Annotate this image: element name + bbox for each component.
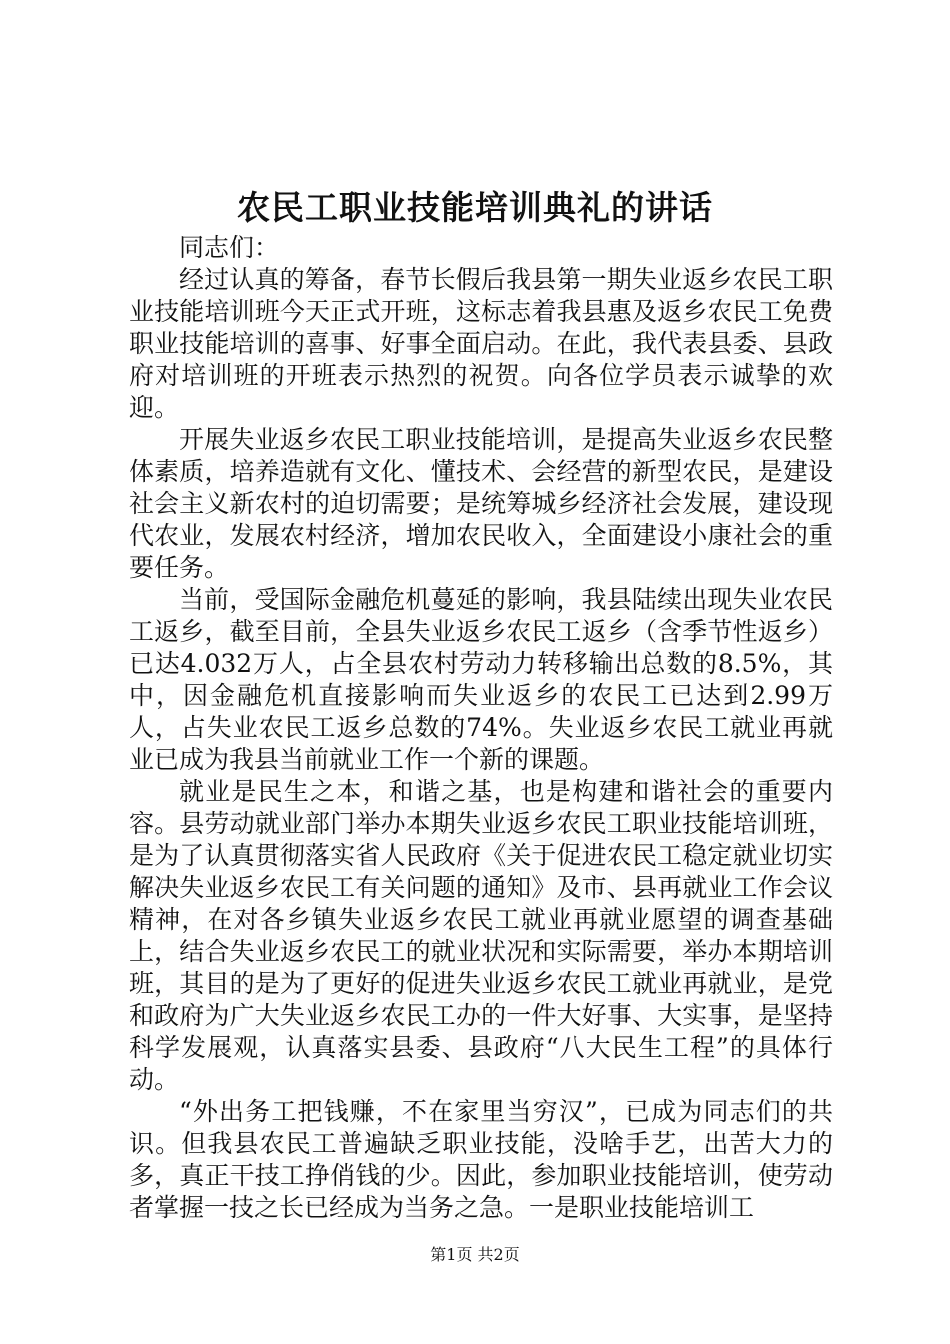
salutation: 同志们： — [179, 233, 280, 262]
page-number-footer: 第1页 共2页 — [430, 1245, 520, 1264]
paragraph-2: 开展失业返乡农民工职业技能培训，是提高失业返乡农民整体素质，培养造就有文化、懂技术、会经营的新型农民，是建设社会主义新农村的迫切需要；是统筹城乡经济社会发展，建设现代农业，发展农村经济，增加农民收入，全面建设小康社会的重要任务。 — [129, 425, 833, 582]
paragraph-5: “外出务工把钱赚，不在家里当穷汉”，已成为同志们的共识。但我县农民工普遍缺乏职业技能，没啥手艺，出苦大力的多，真正干技工挣俏钱的少。因此，参加职业技能培训，使劳动者掌握一技之长已经成为当务之急。一是职业技能培训工 — [129, 1097, 833, 1222]
paragraph-3: 当前，受国际金融危机蔓延的影响，我县陆续出现失业农民工返乡，截至目前，全县失业返乡农民工返乡（含季节性返乡）已达4.032万人，占全县农村劳动力转移输出总数的8.5%，其中，因金融危机直接影响而失业返乡的农民工已达到2.99万人，占失业农民工返乡总数的74%。失业返乡农民工就业再就业已成为我县当前就业工作一个新的课题。 — [129, 585, 833, 774]
document-title: 农民工职业技能培训典礼的讲话 — [237, 188, 713, 227]
paragraph-4: 就业是民生之本，和谐之基，也是构建和谐社会的重要内容。县劳动就业部门举办本期失业返乡农民工职业技能培训班，是为了认真贯彻落实省人民政府《关于促进农民工稳定就业切实解决失业返乡农民工有关问题的通知》及市、县再就业工作会议精神，在对各乡镇失业返乡农民工就业再就业愿望的调查基础上，结合失业返乡农民工的就业状况和实际需要，举办本期培训班，其目的是为了更好的促进失业返乡农民工就业再就业，是党和政府为广大失业返乡农民工办的一件大好事、大实事，是坚持科学发展观，认真落实县委、县政府“八大民生工程”的具体行动。 — [129, 777, 833, 1094]
paragraph-1: 经过认真的筹备，春节长假后我县第一期失业返乡农民工职业技能培训班今天正式开班，这标志着我县惠及返乡农民工免费职业技能培训的喜事、好事全面启动。在此，我代表县委、县政府对培训班的开班表示热烈的祝贺。向各位学员表示诚挚的欢迎。 — [129, 265, 833, 422]
document-body — [129, 232, 833, 1224]
